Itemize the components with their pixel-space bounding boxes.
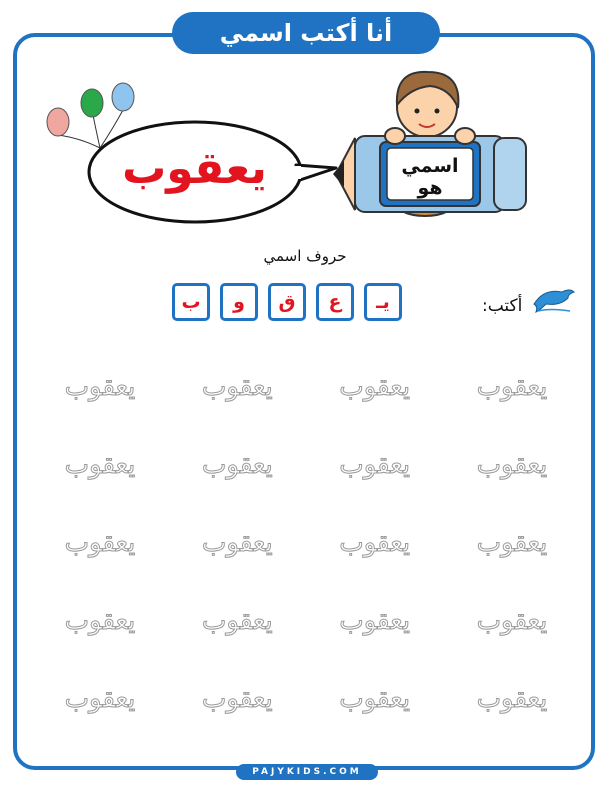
letter-box: ق	[268, 283, 306, 321]
trace-word: يعقوب	[476, 528, 548, 558]
letter-box: ع	[316, 283, 354, 321]
trace-word: يعقوب	[201, 528, 273, 558]
letters-label: حروف اسمي	[263, 247, 347, 265]
trace-word: يعقوب	[339, 606, 411, 636]
write-label: أكتب:	[482, 296, 523, 316]
trace-word: يعقوب	[476, 450, 548, 480]
sign-text: اسمي هو	[401, 155, 459, 199]
trace-row	[40, 504, 572, 582]
letter-box: ب	[172, 283, 210, 321]
trace-word: يعقوب	[201, 372, 273, 402]
trace-word: يعقوب	[476, 684, 548, 714]
footer-site: PAJYKIDS.COM	[236, 764, 378, 780]
letter-boxes	[172, 283, 402, 321]
trace-word: يعقوب	[64, 684, 136, 714]
trace-word: يعقوب	[201, 606, 273, 636]
trace-row	[40, 582, 572, 660]
trace-row	[40, 426, 572, 504]
child-name: يعقوب	[122, 143, 267, 194]
page-title: أنا أكتب اسمي	[172, 12, 440, 54]
tracing-grid	[40, 348, 572, 714]
trace-word: يعقوب	[64, 372, 136, 402]
trace-word: يعقوب	[339, 528, 411, 558]
trace-word: يعقوب	[339, 684, 411, 714]
trace-word: يعقوب	[201, 450, 273, 480]
trace-row	[40, 660, 572, 738]
trace-word: يعقوب	[201, 684, 273, 714]
trace-word: يعقوب	[476, 606, 548, 636]
dolphin-icon	[530, 284, 578, 314]
trace-word: يعقوب	[64, 528, 136, 558]
trace-word: يعقوب	[476, 372, 548, 402]
trace-row	[40, 348, 572, 426]
trace-word: يعقوب	[339, 372, 411, 402]
trace-word: يعقوب	[64, 450, 136, 480]
letter-box: و	[220, 283, 258, 321]
trace-word: يعقوب	[64, 606, 136, 636]
trace-word: يعقوب	[339, 450, 411, 480]
letter-box: يـ	[364, 283, 402, 321]
